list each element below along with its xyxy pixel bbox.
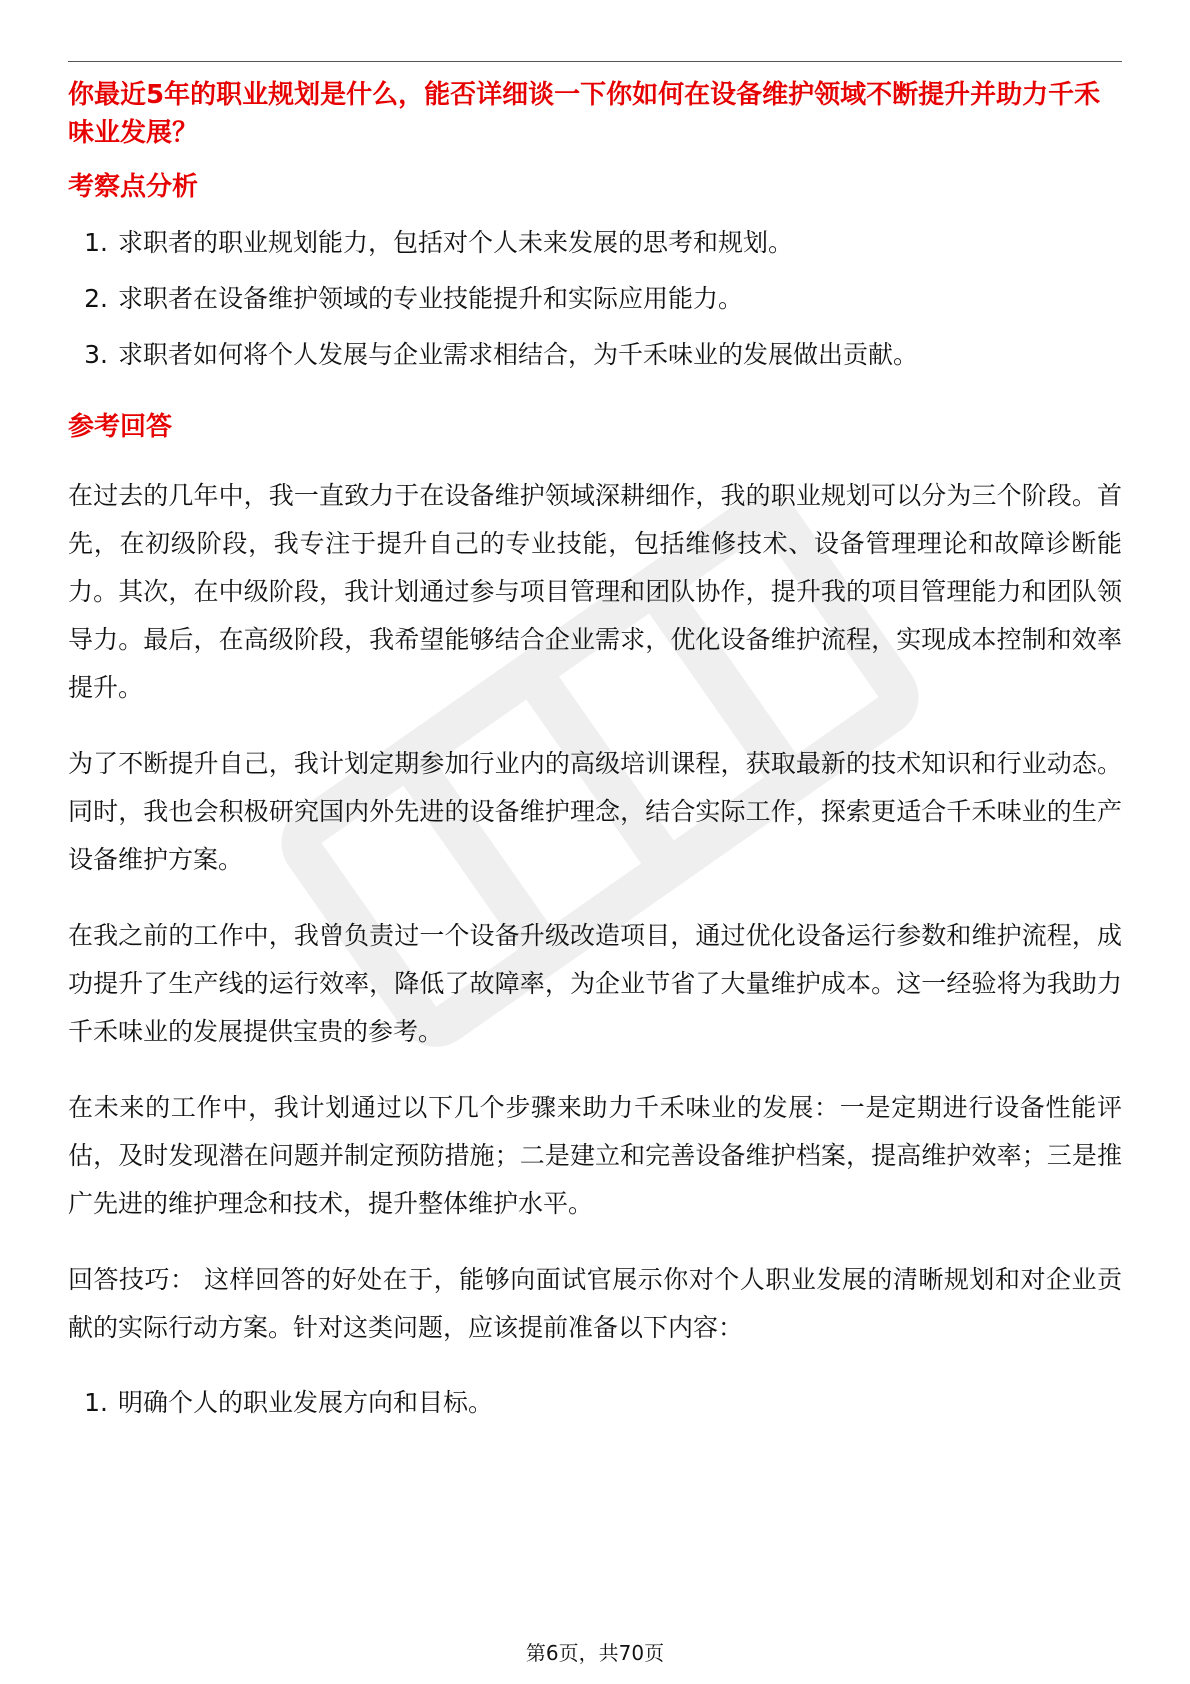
- answer-title: 参考回答: [68, 412, 173, 442]
- answer-tips-paragraph: 回答技巧： 这样回答的好处在于，能够向面试官展示你对个人职业发展的清晰规划和对企业贡献的实际行动方案。针对这类问题，应该提前准备以下内容：: [68, 1265, 1122, 1342]
- content: [68, 76, 1122, 1422]
- list-text: 明确个人的职业发展方向和目标。: [118, 1388, 494, 1417]
- page-number: 第6页，共70页: [525, 1641, 665, 1665]
- list-item: [68, 224, 1122, 262]
- list-text: 求职者的职业规划能力，包括对个人未来发展的思考和规划。: [118, 228, 794, 257]
- list-item: [68, 1384, 1122, 1422]
- question-heading: 你最近5年的职业规划是什么，能否详细谈一下你如何在设备维护领域不断提升并助力千禾味业发展？: [68, 80, 1101, 148]
- list-number: 3.: [84, 340, 108, 369]
- prep-list: [68, 1384, 1122, 1422]
- list-item: [68, 336, 1122, 374]
- answer-paragraph: 在我之前的工作中，我曾负责过一个设备升级改造项目，通过优化设备运行参数和维护流程，成功提升了生产线的运行效率，降低了故障率，为企业节省了大量维护成本。这一经验将为我助力千禾味业的发展提供宝贵的参考。: [68, 921, 1122, 1046]
- list-text: 求职者在设备维护领域的专业技能提升和实际应用能力。: [118, 284, 744, 313]
- header-divider: [68, 61, 1122, 62]
- list-number: 2.: [84, 284, 108, 313]
- list-text: 求职者如何将个人发展与企业需求相结合，为千禾味业的发展做出贡献。: [118, 340, 919, 369]
- answer-paragraph: 为了不断提升自己，我计划定期参加行业内的高级培训课程，获取最新的技术知识和行业动态。同时，我也会积极研究国内外先进的设备维护理念，结合实际工作，探索更适合千禾味业的生产设备维护方案。: [68, 749, 1122, 874]
- list-item: [68, 280, 1122, 318]
- list-number: 1.: [84, 228, 108, 257]
- analysis-title: 考察点分析: [68, 172, 199, 202]
- answer-paragraph: 在未来的工作中，我计划通过以下几个步骤来助力千禾味业的发展：一是定期进行设备性能评估，及时发现潜在问题并制定预防措施；二是建立和完善设备维护档案，提高维护效率；三是推广先进的维护理念和技术，提升整体维护水平。: [68, 1093, 1122, 1218]
- list-number: 1.: [84, 1388, 108, 1417]
- analysis-list: [68, 224, 1122, 374]
- answer-paragraph: 在过去的几年中，我一直致力于在设备维护领域深耕细作，我的职业规划可以分为三个阶段。首先，在初级阶段，我专注于提升自己的专业技能，包括维修技术、设备管理理论和故障诊断能力。其次，在中级阶段，我计划通过参与项目管理和团队协作，提升我的项目管理能力和团队领导力。最后，在高级阶段，我希望能够结合企业需求，优化设备维护流程，实现成本控制和效率提升。: [68, 481, 1122, 702]
